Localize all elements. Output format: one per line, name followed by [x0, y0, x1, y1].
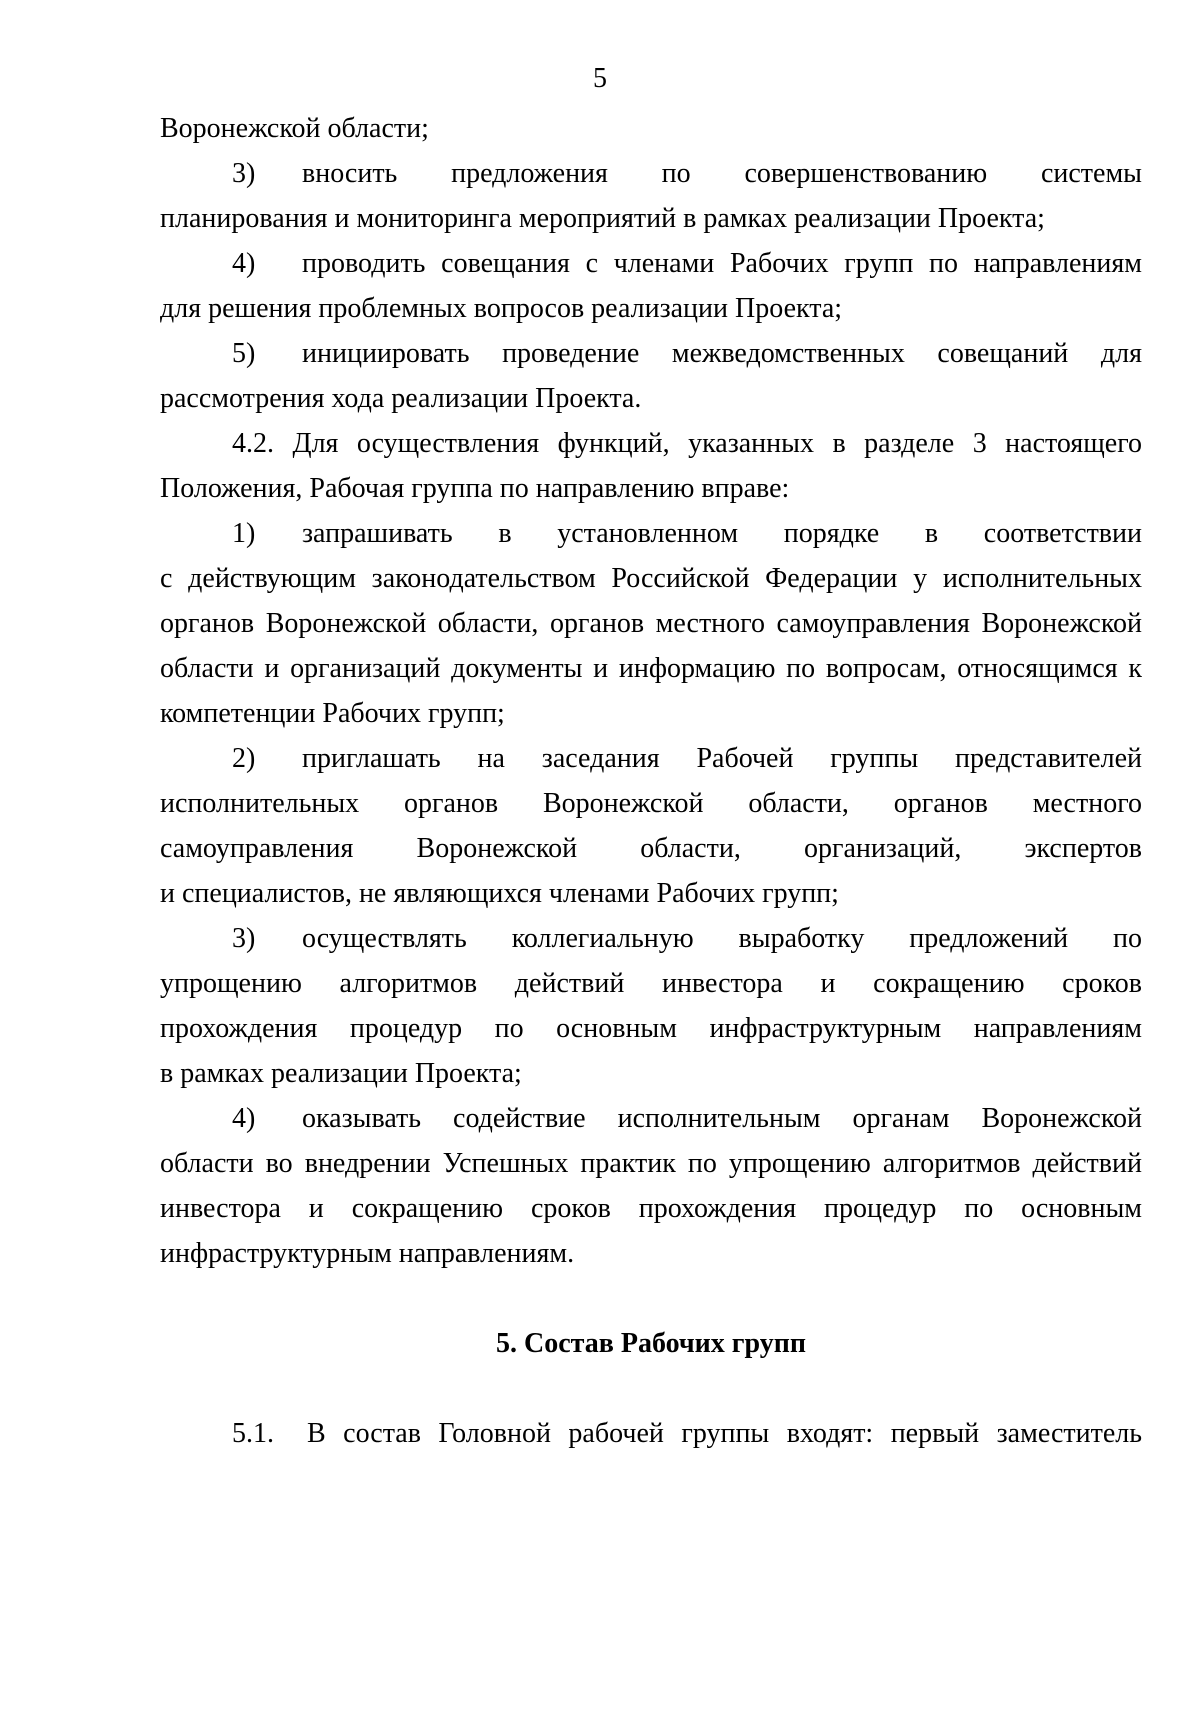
text-line: прохождения процедур по основным инфраструктурным направлениям: [160, 1013, 1142, 1044]
text-line: планирования и мониторинга мероприятий в рамках реализации Проекта;: [160, 203, 1045, 234]
list-number: 5): [232, 338, 256, 369]
list-number: 4): [232, 248, 256, 279]
text-line: органов Воронежской области, органов местного самоуправления Воронежской: [160, 608, 1142, 639]
text-line: в рамках реализации Проекта;: [160, 1058, 522, 1089]
text-line: вносить предложения по совершенствованию системы: [302, 158, 1142, 189]
text-line: и специалистов, не являющихся членами Рабочих групп;: [160, 878, 839, 909]
text-line: самоуправления Воронежской области, организаций, экспертов: [160, 833, 1142, 864]
text-line: исполнительных органов Воронежской области, органов местного: [160, 788, 1142, 819]
text-line: компетенции Рабочих групп;: [160, 698, 505, 729]
text-line: инициировать проведение межведомственных совещаний для: [302, 338, 1142, 369]
list-number: 5.1.: [232, 1418, 274, 1449]
text-line: оказывать содействие исполнительным органам Воронежской: [302, 1103, 1142, 1134]
list-number: 3): [232, 158, 256, 189]
text-line: 4.2. Для осуществления функций, указанных в разделе 3 настоящего: [232, 428, 1142, 459]
text-line: приглашать на заседания Рабочей группы представителей: [302, 743, 1142, 774]
section-heading: 5. Состав Рабочих групп: [496, 1328, 806, 1359]
text-line: для решения проблемных вопросов реализации Проекта;: [160, 293, 843, 324]
text-line: с действующим законодательством Российской Федерации у исполнительных: [160, 563, 1142, 594]
text-line: проводить совещания с членами Рабочих групп по направлениям: [302, 248, 1142, 279]
list-number: 1): [232, 518, 256, 549]
text-line: В состав Головной рабочей группы входят: первый заместитель: [307, 1418, 1142, 1449]
list-number: 4): [232, 1103, 256, 1134]
text-line: рассмотрения хода реализации Проекта.: [160, 383, 642, 414]
page-number: 5: [593, 63, 607, 94]
text-line: упрощению алгоритмов действий инвестора и сокращению сроков: [160, 968, 1142, 999]
text-line: инфраструктурным направлениям.: [160, 1238, 575, 1269]
text-line: области и организаций документы и информацию по вопросам, относящимся к: [160, 653, 1142, 684]
list-number: 2): [232, 743, 256, 774]
text-line: запрашивать в установленном порядке в соответствии: [302, 518, 1142, 549]
text-line: Воронежской области;: [160, 113, 429, 144]
text-line: области во внедрении Успешных практик по упрощению алгоритмов действий: [160, 1148, 1142, 1179]
text-line: инвестора и сокращению сроков прохождения процедур по основным: [160, 1193, 1142, 1224]
list-number: 3): [232, 923, 256, 954]
text-line: Положения, Рабочая группа по направлению вправе:: [160, 473, 790, 504]
text-line: осуществлять коллегиальную выработку предложений по: [302, 923, 1142, 954]
